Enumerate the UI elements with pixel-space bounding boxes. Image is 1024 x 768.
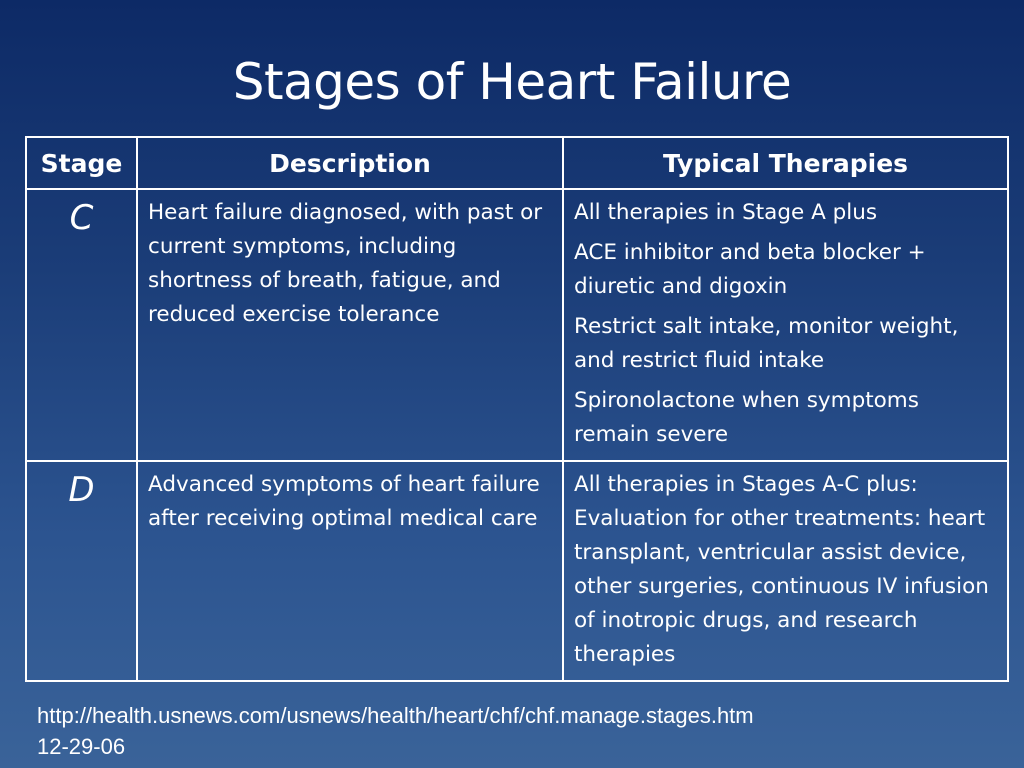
header-description: Description xyxy=(137,137,563,189)
source-date: 12-29-06 xyxy=(37,734,126,759)
header-therapies: Typical Therapies xyxy=(563,137,1008,189)
therapy-item: Evaluation for other treatments: heart transplant, ventricular assist device, other surgeries, continuous IV infusion of inotropic drugs, and research therapies xyxy=(574,506,989,667)
source-footer xyxy=(37,700,754,762)
stage-description: Advanced symptoms of heart failure after receiving optimal medical care xyxy=(137,461,563,681)
therapy-item: Restrict salt intake, monitor weight, and restrict fluid intake xyxy=(574,314,959,373)
table-header-row xyxy=(26,137,1008,189)
source-url: http://health.usnews.com/usnews/health/heart/chf/chf.manage.stages.htm xyxy=(37,703,754,728)
slide-title: Stages of Heart Failure xyxy=(232,53,792,111)
table-row-stage-c xyxy=(26,189,1008,461)
table-row-stage-d xyxy=(26,461,1008,681)
stage-label: C xyxy=(26,189,137,461)
therapy-item: All therapies in Stages A-C plus: xyxy=(574,472,918,497)
therapy-item: ACE inhibitor and beta blocker + diuretic and digoxin xyxy=(574,240,926,299)
stage-description: Heart failure diagnosed, with past or current symptoms, including shortness of breath, fatigue, and reduced exercise tolerance xyxy=(137,189,563,461)
therapy-item: Spironolactone when symptoms remain severe xyxy=(574,388,919,447)
therapy-item: All therapies in Stage A plus xyxy=(574,200,878,225)
stage-therapies xyxy=(563,189,1008,461)
header-stage: Stage xyxy=(26,137,137,189)
stages-table xyxy=(25,136,1009,682)
stage-label: D xyxy=(26,461,137,681)
stage-therapies xyxy=(563,461,1008,681)
